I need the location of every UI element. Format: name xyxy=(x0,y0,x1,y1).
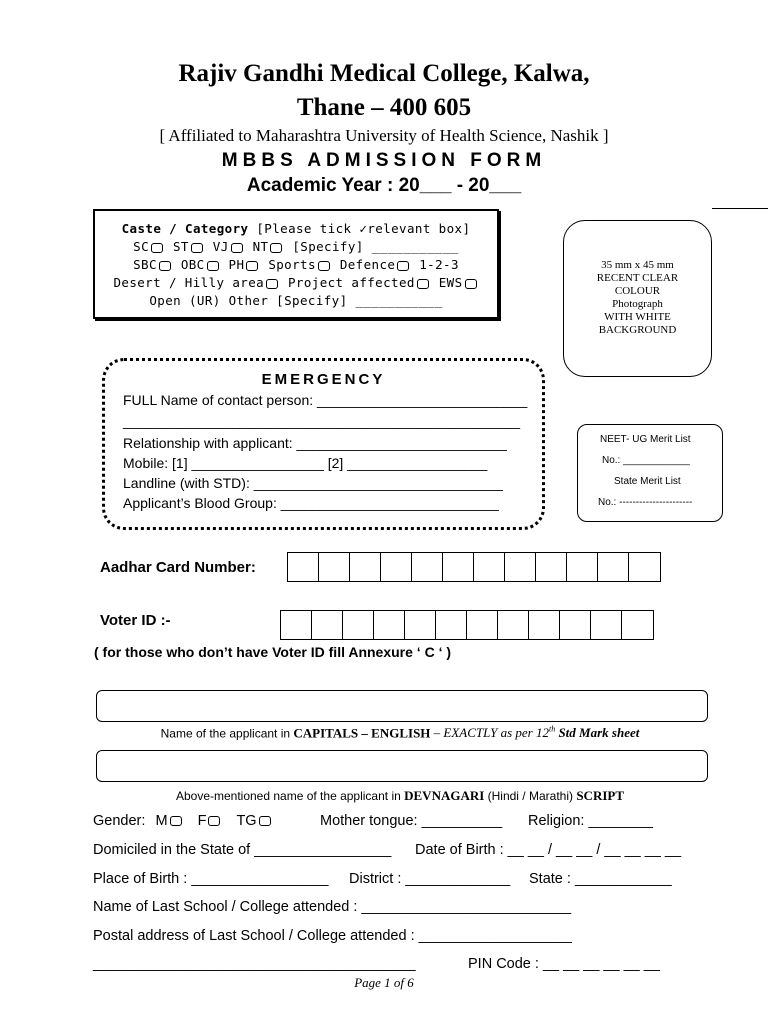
contact-person-field[interactable]: FULL Name of contact person: ___________________________ xyxy=(123,392,528,408)
caste-project-label: Project affected xyxy=(288,275,415,290)
affiliation: [ Affiliated to Maharashtra University of Health Science, Nashik ] xyxy=(159,126,609,145)
caste-category-box xyxy=(93,209,499,319)
gender-tg-label: TG xyxy=(236,813,257,829)
academic-year: Academic Year : 20___ - 20___ xyxy=(246,175,522,196)
state-merit-number[interactable]: No.: ---------------------- xyxy=(598,497,693,508)
gender-label: Gender: xyxy=(93,813,146,829)
state-merit-label: State Merit List xyxy=(614,476,681,487)
caste-sc-label: SC xyxy=(133,239,150,254)
college-name: Rajiv Gandhi Medical College, Kalwa, xyxy=(178,60,590,87)
voter-id-note: ( for those who don’t have Voter ID fill Annexure ‘ C ‘ ) xyxy=(94,644,452,660)
photo-instruction-4: WITH WHITE xyxy=(604,311,671,323)
aadhar-digit-box[interactable] xyxy=(412,553,443,581)
aadhar-digit-box[interactable] xyxy=(443,553,474,581)
caste-obc-checkbox[interactable] xyxy=(207,261,219,271)
caste-ph-label: PH xyxy=(228,257,245,272)
photo-instruction-1: RECENT CLEAR xyxy=(596,272,679,284)
caste-heading: Caste / Category xyxy=(121,221,249,236)
last-school-field[interactable]: Name of Last School / College attended : __________________________ xyxy=(93,899,572,915)
caste-desert-checkbox[interactable] xyxy=(266,279,278,289)
address-line-field[interactable]: ________________________________________ xyxy=(93,956,416,972)
gender-f-label: F xyxy=(197,813,207,829)
devnagari-caption-mid: (Hindi / Marathi) xyxy=(484,789,577,803)
voter-id-char-box[interactable] xyxy=(312,611,343,639)
aadhar-digit-box[interactable] xyxy=(598,553,629,581)
caste-open-other[interactable]: Open (UR) Other [Specify] ___________ xyxy=(149,293,443,308)
gender-m-label: M xyxy=(155,813,168,829)
devnagari-caption-script: SCRIPT xyxy=(576,788,625,803)
voter-id-char-box[interactable] xyxy=(467,611,498,639)
gender-tg-checkbox[interactable] xyxy=(259,816,271,826)
state-field[interactable]: State : ____________ xyxy=(529,871,672,887)
domicile-field[interactable]: Domiciled in the State of _________________ xyxy=(93,842,392,858)
divider xyxy=(712,208,768,209)
caste-project-checkbox[interactable] xyxy=(417,279,429,289)
relationship-field[interactable]: Relationship with applicant: ___________________________ xyxy=(123,435,507,451)
aadhar-digit-box[interactable] xyxy=(629,553,660,581)
religion-field[interactable]: Religion: ________ xyxy=(528,813,653,829)
emergency-box xyxy=(102,358,545,530)
photo-instruction-3: Photograph xyxy=(612,298,663,310)
caste-sbc-label: SBC xyxy=(133,257,157,272)
name-devnagari-input[interactable] xyxy=(96,750,708,782)
aadhar-digit-box[interactable] xyxy=(536,553,567,581)
voter-id-char-box[interactable] xyxy=(560,611,591,639)
merit-list-box xyxy=(577,424,723,522)
contact-person-line2[interactable]: ___________________________________________________ xyxy=(123,413,521,429)
caste-obc-label: OBC xyxy=(180,257,205,272)
aadhar-digit-box[interactable] xyxy=(505,553,536,581)
caption-prefix: Name of the applicant in xyxy=(160,726,294,741)
voter-id-char-box[interactable] xyxy=(529,611,560,639)
caste-vj-checkbox[interactable] xyxy=(231,243,243,253)
devnagari-caption-bold: DEVNAGARI xyxy=(404,788,485,803)
caste-defence-level: 1-2-3 xyxy=(419,257,459,272)
pin-code-field[interactable]: PIN Code : __ __ __ __ __ __ xyxy=(468,956,660,972)
voter-id-char-box[interactable] xyxy=(405,611,436,639)
caption-exactly: – EXACTLY as per 12 xyxy=(430,725,549,741)
aadhar-digit-box[interactable] xyxy=(319,553,350,581)
caste-vj-label: VJ xyxy=(212,239,229,254)
college-address: Thane – 400 605 xyxy=(296,94,472,121)
photo-placeholder[interactable] xyxy=(563,220,712,377)
caption-marksheet: Std Mark sheet xyxy=(555,725,640,741)
name-english-input[interactable] xyxy=(96,690,708,722)
photo-instruction-2: COLOUR xyxy=(614,285,661,297)
gender-f-checkbox[interactable] xyxy=(208,816,220,826)
voter-id-char-box[interactable] xyxy=(436,611,467,639)
neet-merit-label: NEET- UG Merit List xyxy=(600,434,691,445)
landline-field[interactable]: Landline (with STD): ________________________________ xyxy=(123,475,503,491)
caption-sup: th xyxy=(548,725,556,734)
place-of-birth-field[interactable]: Place of Birth : _________________ xyxy=(93,871,329,887)
voter-id-char-box[interactable] xyxy=(374,611,405,639)
aadhar-digit-box[interactable] xyxy=(350,553,381,581)
aadhar-digit-box[interactable] xyxy=(474,553,505,581)
voter-id-grid[interactable] xyxy=(280,610,654,640)
caste-defence-label: Defence xyxy=(339,257,396,272)
caste-defence-checkbox[interactable] xyxy=(397,261,409,271)
mother-tongue-field[interactable]: Mother tongue: __________ xyxy=(320,813,503,829)
caste-nt-label: NT xyxy=(252,239,269,254)
form-title: MBBS ADMISSION FORM xyxy=(221,150,547,171)
name-english-caption xyxy=(0,725,768,741)
caption-capitals-english: CAPITALS – ENGLISH xyxy=(293,725,431,741)
aadhar-digit-box[interactable] xyxy=(567,553,598,581)
aadhar-number-grid[interactable] xyxy=(287,552,661,582)
caste-st-checkbox[interactable] xyxy=(191,243,203,253)
caste-sports-checkbox[interactable] xyxy=(318,261,330,271)
voter-id-char-box[interactable] xyxy=(591,611,622,639)
caste-st-label: ST xyxy=(172,239,189,254)
aadhar-digit-box[interactable] xyxy=(288,553,319,581)
voter-id-char-box[interactable] xyxy=(343,611,374,639)
caste-instruction: [Please tick ✓relevant box] xyxy=(256,221,471,236)
caste-ph-checkbox[interactable] xyxy=(246,261,258,271)
caste-nt-checkbox[interactable] xyxy=(270,243,282,253)
caste-nt-specify[interactable]: [Specify] ___________ xyxy=(292,239,459,254)
caste-desert-label: Desert / Hilly area xyxy=(113,275,265,290)
caste-sports-label: Sports xyxy=(268,257,316,272)
caste-sc-checkbox[interactable] xyxy=(151,243,163,253)
name-devnagari-caption xyxy=(0,788,768,804)
aadhar-digit-box[interactable] xyxy=(381,553,412,581)
caste-ews-checkbox[interactable] xyxy=(465,279,477,289)
photo-size: 35 mm x 45 mm xyxy=(601,259,674,271)
page-number: Page 1 of 6 xyxy=(354,975,414,990)
dob-field[interactable]: Date of Birth : __ __ / __ __ / __ __ __ __ xyxy=(415,842,682,858)
voter-id-char-box[interactable] xyxy=(281,611,312,639)
voter-id-char-box[interactable] xyxy=(622,611,653,639)
gender-row xyxy=(93,813,273,829)
photo-instruction-5: BACKGROUND xyxy=(598,324,677,336)
voter-id-label: Voter ID :- xyxy=(100,612,171,629)
emergency-heading: EMERGENCY xyxy=(261,371,386,388)
caste-sbc-checkbox[interactable] xyxy=(159,261,171,271)
caste-ews-label: EWS xyxy=(438,275,463,290)
devnagari-caption-prefix: Above-mentioned name of the applicant in xyxy=(175,789,405,803)
neet-merit-number[interactable]: No.: ____________ xyxy=(602,455,690,466)
mobile-field[interactable]: Mobile: [1] _________________ [2] __________________ xyxy=(123,455,488,471)
blood-group-field[interactable]: Applicant’s Blood Group: ____________________________ xyxy=(123,495,499,511)
district-field[interactable]: District : _____________ xyxy=(349,871,511,887)
aadhar-label: Aadhar Card Number: xyxy=(100,559,256,576)
postal-address-field[interactable]: Postal address of Last School / College attended : ___________________ xyxy=(93,928,572,944)
voter-id-char-box[interactable] xyxy=(498,611,529,639)
gender-m-checkbox[interactable] xyxy=(170,816,182,826)
